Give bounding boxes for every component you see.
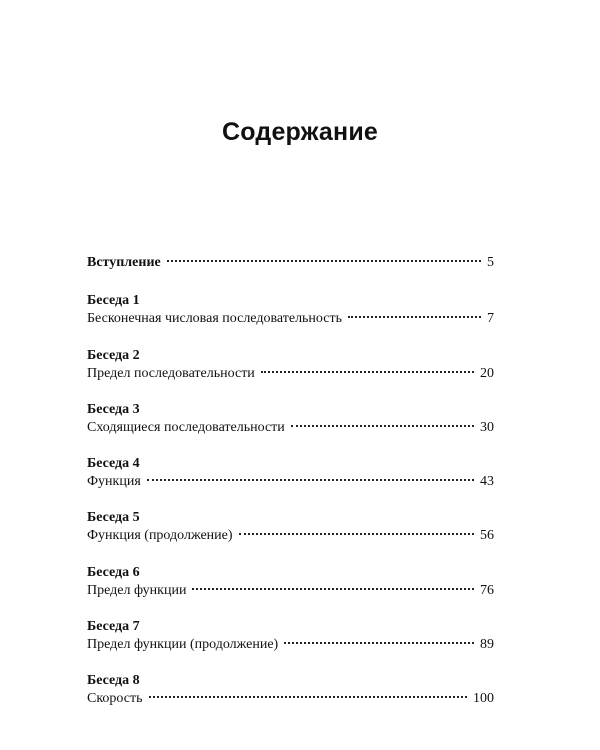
toc-row xyxy=(87,310,494,328)
dot-leader xyxy=(147,479,474,481)
toc-talk-heading: Беседа 8 xyxy=(87,673,140,688)
page-title: Содержание xyxy=(221,118,379,146)
toc-entry-label: Сходящиеся последовательности xyxy=(87,420,285,435)
toc-row xyxy=(87,473,494,491)
dot-leader xyxy=(149,696,468,698)
dot-leader xyxy=(239,533,474,535)
toc-entry-talk-4 xyxy=(87,455,494,491)
toc-entry-label: Предел функции (продолжение) xyxy=(87,637,279,652)
dot-leader xyxy=(167,260,481,262)
toc-entry-talk-2 xyxy=(87,347,494,383)
toc-talk-heading: Беседа 5 xyxy=(87,510,140,525)
toc-row xyxy=(87,527,494,545)
dot-leader xyxy=(348,316,481,318)
dot-leader xyxy=(192,588,474,590)
toc-entry-label: Скорость xyxy=(87,691,143,706)
dot-leader xyxy=(284,642,474,644)
toc-entry-label: Предел последовательности xyxy=(87,366,255,381)
toc-page-number: 20 xyxy=(480,366,494,381)
toc-page-number: 76 xyxy=(480,583,494,598)
toc-entry-label: Вступление xyxy=(87,255,161,270)
toc-row xyxy=(87,365,494,383)
toc-page-number: 56 xyxy=(480,528,494,543)
toc-talk-heading: Беседа 1 xyxy=(87,293,140,308)
toc-row xyxy=(87,582,494,600)
toc-page-number: 7 xyxy=(487,311,494,326)
dot-leader xyxy=(291,425,474,427)
toc-entry-talk-6 xyxy=(87,564,494,600)
toc-entry-label: Предел функции xyxy=(87,583,187,598)
toc-page-number: 100 xyxy=(473,691,494,706)
toc-entry-talk-3 xyxy=(87,401,494,437)
toc-row xyxy=(87,254,494,272)
toc-talk-heading: Беседа 4 xyxy=(87,456,140,471)
toc-page-number: 5 xyxy=(487,255,494,270)
toc-talk-heading: Беседа 2 xyxy=(87,348,140,363)
toc-page-number: 30 xyxy=(480,420,494,435)
toc-page-number: 89 xyxy=(480,637,494,652)
toc-row xyxy=(87,636,494,654)
toc-talk-heading: Беседа 7 xyxy=(87,619,140,634)
toc-entry-talk-1 xyxy=(87,292,494,328)
toc-talk-heading: Беседа 6 xyxy=(87,565,140,580)
toc-row xyxy=(87,419,494,437)
toc-entry-intro xyxy=(87,254,494,272)
toc-entry-label: Функция xyxy=(87,474,141,489)
dot-leader xyxy=(261,371,474,373)
toc-entry-talk-5 xyxy=(87,509,494,545)
toc-page-number: 43 xyxy=(480,474,494,489)
toc-talk-heading: Беседа 3 xyxy=(87,402,140,417)
toc-entry-label: Бесконечная числовая последовательность xyxy=(87,311,342,326)
toc-entry-talk-7 xyxy=(87,618,494,654)
toc-entry-talk-8 xyxy=(87,672,494,708)
toc-row xyxy=(87,690,494,708)
toc-entry-label: Функция (продолжение) xyxy=(87,528,233,543)
